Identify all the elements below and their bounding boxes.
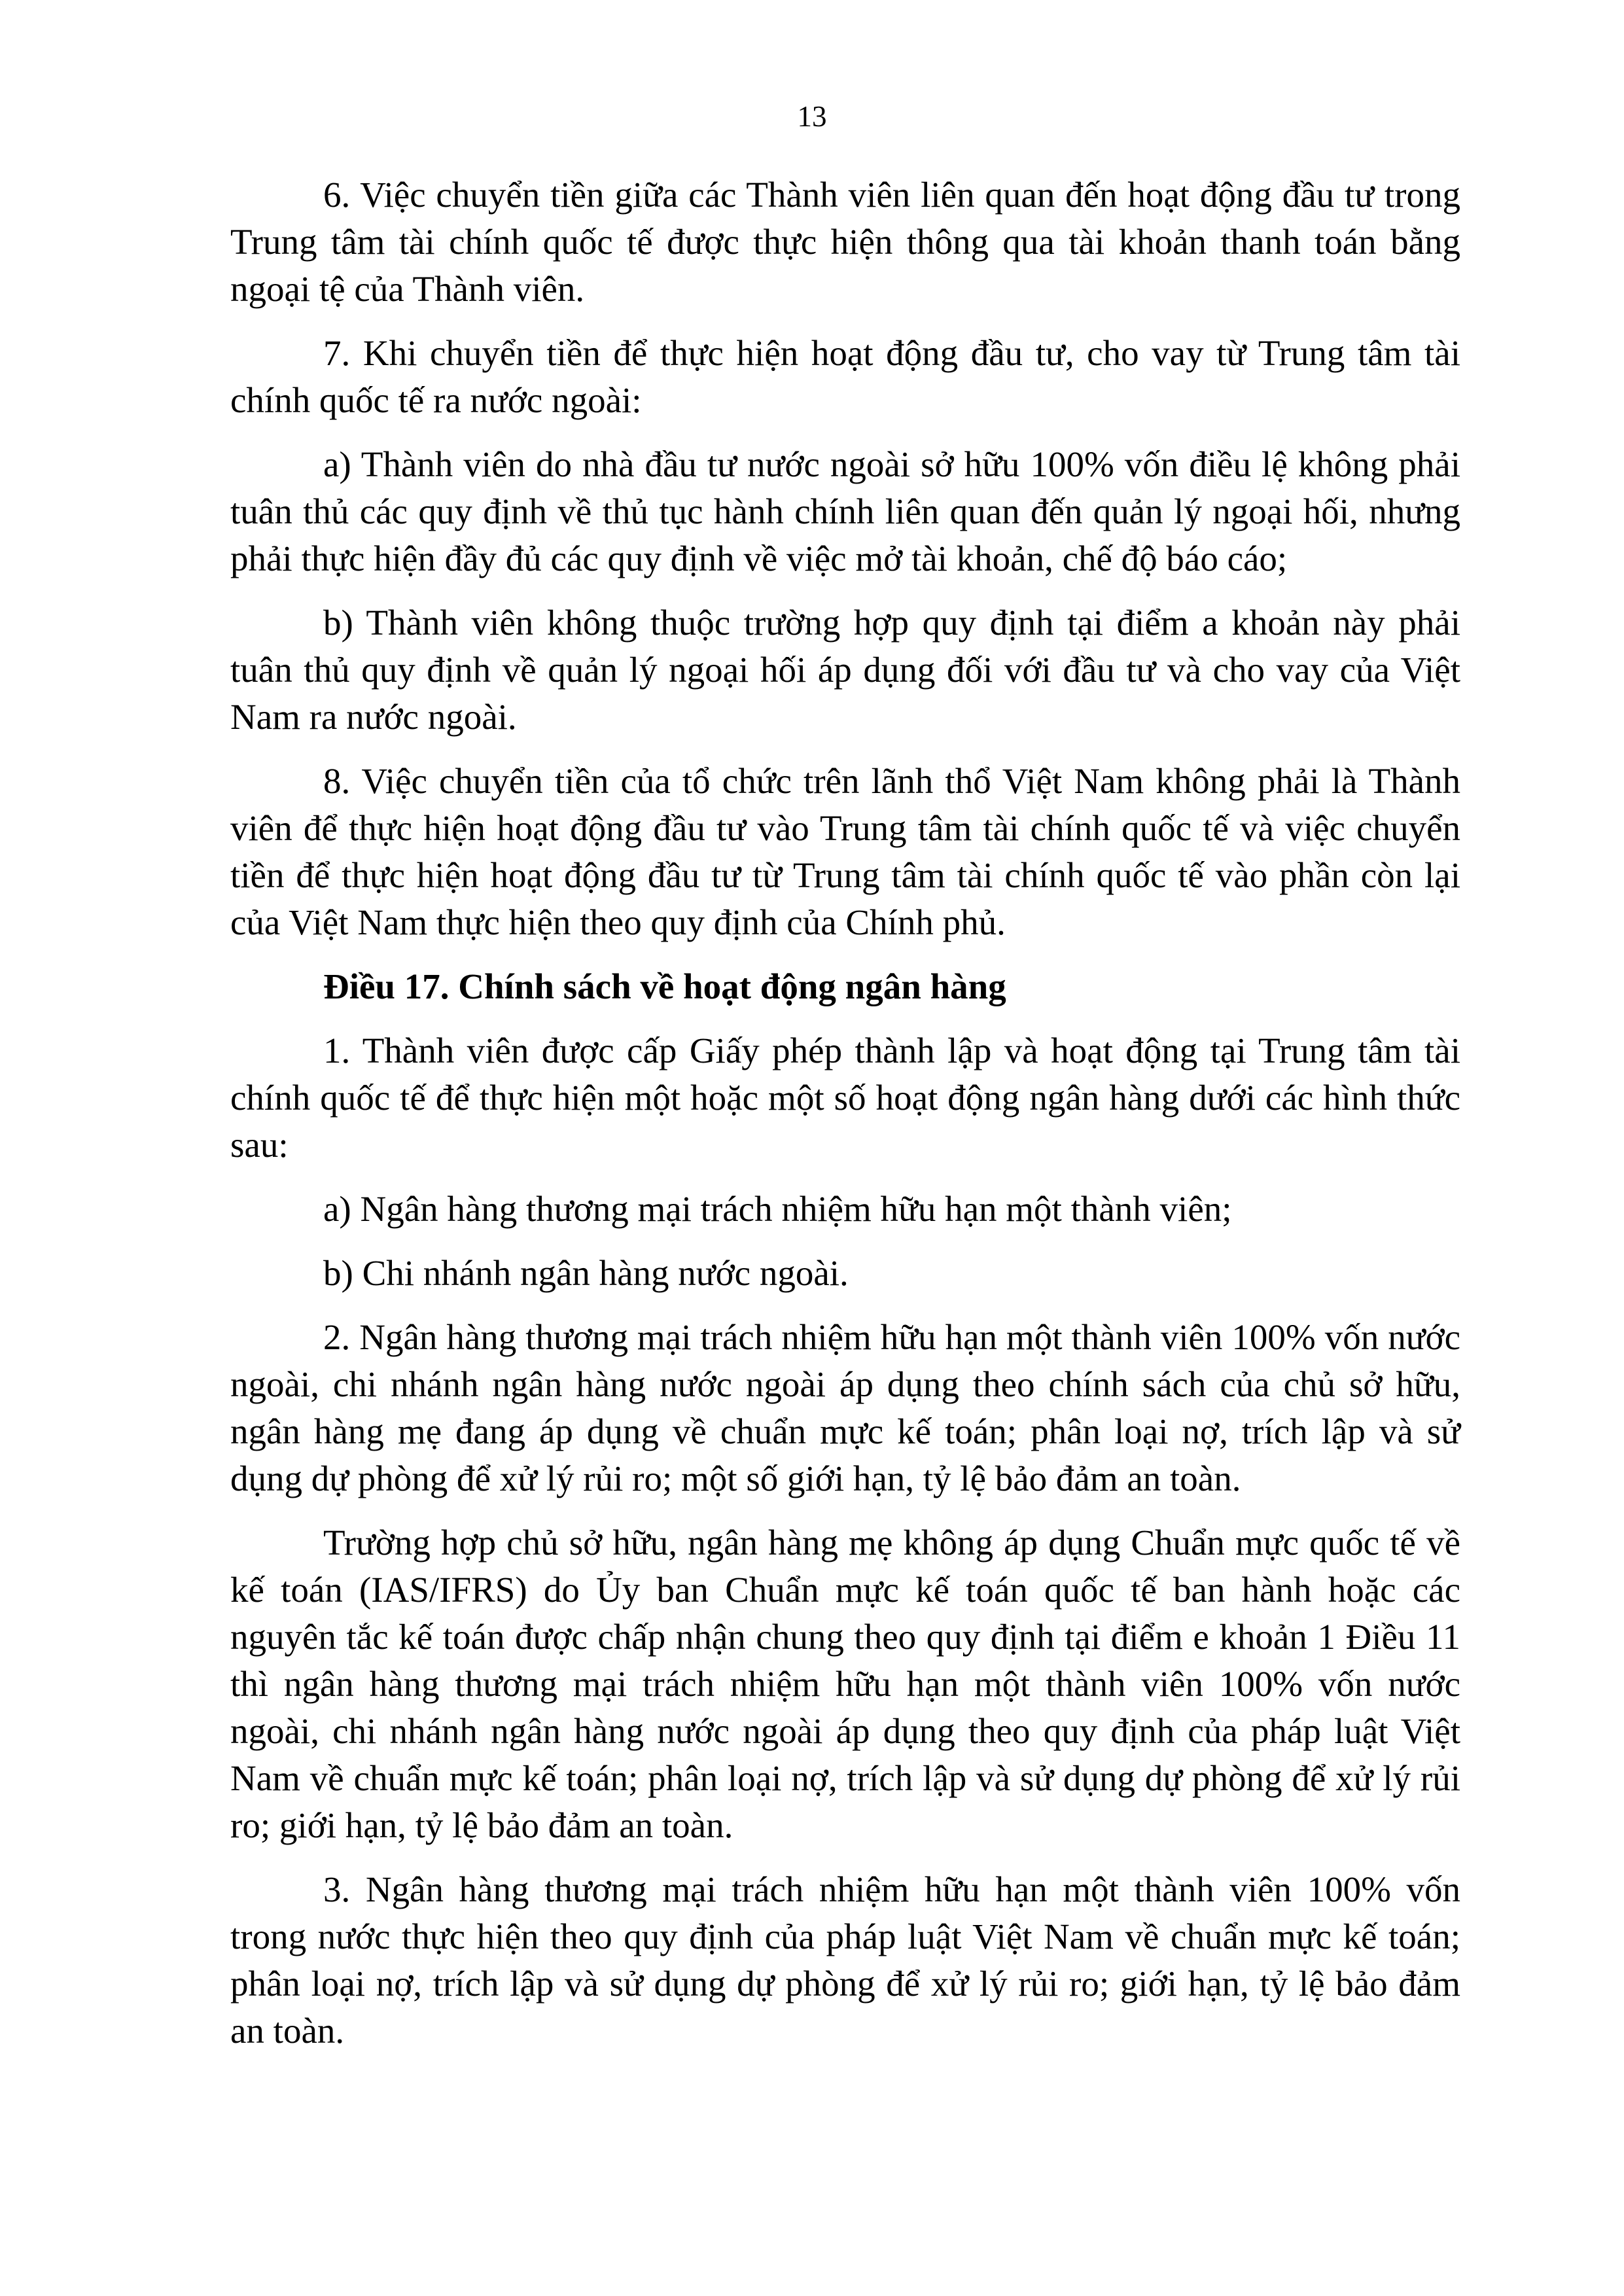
clause-7: 7. Khi chuyển tiền để thực hiện hoạt động đầu tư, cho vay từ Trung tâm tài chính quốc tế ra nước ngoài: xyxy=(230,333,1460,420)
page-number: 13 xyxy=(797,100,827,133)
article-17-clause-2: 2. Ngân hàng thương mại trách nhiệm hữu hạn một thành viên 100% vốn nước ngoài, chi nhánh ngân hàng nước ngoài áp dụng theo chính sách của chủ sở hữu, ngân hàng mẹ đang áp dụng về chuẩn mực kế toán; phân loại nợ, trích lập và sử dụng dự phòng để xử lý rủi ro; một số giới hạn, tỷ lệ bảo đảm an toàn. xyxy=(230,1317,1460,1498)
article-17-clause-1-point-b: b) Chi nhánh ngân hàng nước ngoài. xyxy=(323,1253,849,1293)
article-17-clause-2-exception: Trường hợp chủ sở hữu, ngân hàng mẹ không áp dụng Chuẩn mực quốc tế về kế toán (IAS/IFRS) do Ủy ban Chuẩn mực kế toán quốc tế ban hành hoặc các nguyên tắc kế toán được chấp nhận chung theo quy định tại điểm e khoản 1 Điều 11 thì ngân hàng thương mại trách nhiệm hữu hạn một thành viên 100% vốn nước ngoài, chi nhánh ngân hàng nước ngoài áp dụng theo quy định của pháp luật Việt Nam về chuẩn mực kế toán; phân loại nợ, trích lập và sử dụng dự phòng để xử lý rủi ro; giới hạn, tỷ lệ bảo đảm an toàn. xyxy=(230,1523,1460,1845)
article-17-heading: Điều 17. Chính sách về hoạt động ngân hàng xyxy=(323,966,1006,1006)
clause-8: 8. Việc chuyển tiền của tổ chức trên lãnh thổ Việt Nam không phải là Thành viên để thực hiện hoạt động đầu tư vào Trung tâm tài chính quốc tế và việc chuyển tiền để thực hiện hoạt động đầu tư từ Trung tâm tài chính quốc tế vào phần còn lại của Việt Nam thực hiện theo quy định của Chính phủ. xyxy=(230,761,1460,942)
article-17-clause-1-point-a: a) Ngân hàng thương mại trách nhiệm hữu hạn một thành viên; xyxy=(323,1189,1232,1229)
article-17-clause-1: 1. Thành viên được cấp Giấy phép thành lập và hoạt động tại Trung tâm tài chính quốc tế để thực hiện một hoặc một số hoạt động ngân hàng dưới các hình thức sau: xyxy=(230,1031,1460,1165)
article-17-clause-3: 3. Ngân hàng thương mại trách nhiệm hữu hạn một thành viên 100% vốn trong nước thực hiện theo quy định của pháp luật Việt Nam về chuẩn mực kế toán; phân loại nợ, trích lập và sử dụng dự phòng để xử lý rủi ro; giới hạn, tỷ lệ bảo đảm an toàn. xyxy=(230,1869,1460,2051)
clause-7-point-b: b) Thành viên không thuộc trường hợp quy định tại điểm a khoản này phải tuân thủ quy định về quản lý ngoại hối áp dụng đối với đầu tư và cho vay của Việt Nam ra nước ngoài. xyxy=(230,603,1460,737)
clause-6: 6. Việc chuyển tiền giữa các Thành viên liên quan đến hoạt động đầu tư trong Trung tâm tài chính quốc tế được thực hiện thông qua tài khoản thanh toán bằng ngoại tệ của Thành viên. xyxy=(230,175,1460,309)
document-body xyxy=(230,171,1460,2072)
clause-7-point-a: a) Thành viên do nhà đầu tư nước ngoài sở hữu 100% vốn điều lệ không phải tuân thủ các quy định về thủ tục hành chính liên quan đến quản lý ngoại hối, nhưng phải thực hiện đầy đủ các quy định về việc mở tài khoản, chế độ báo cáo; xyxy=(230,444,1460,578)
